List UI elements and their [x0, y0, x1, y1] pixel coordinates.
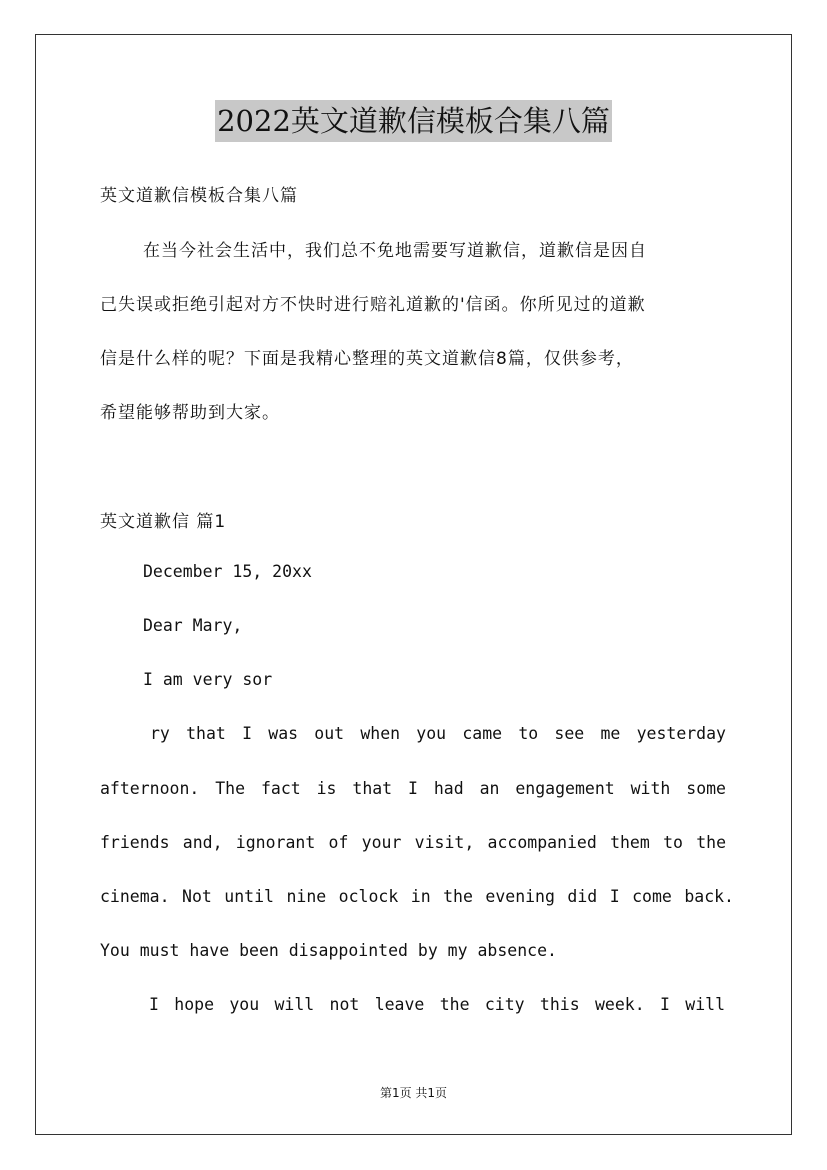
intro-line-2: 己失误或拒绝引起对方不快时进行赔礼道歉的'信函。你所见过的道歉 [100, 295, 646, 315]
letter-salutation: Dear Mary, [143, 616, 243, 635]
document-title: 2022英文道歉信模板合集八篇 [215, 100, 612, 142]
document-subtitle: 英文道歉信模板合集八篇 [100, 186, 298, 206]
letter-body-line-5: You must have been disappointed by my absence. [100, 941, 557, 960]
letter-body-line-6: I hope you will not leave the city this week. I will [149, 995, 725, 1014]
title-container [0, 100, 827, 142]
letter-body-line-3: friends and, ignorant of your visit, accompanied them to the [100, 833, 726, 852]
intro-line-4: 希望能够帮助到大家。 [100, 403, 280, 423]
intro-line-1: 在当今社会生活中，我们总不免地需要写道歉信，道歉信是因自 [143, 241, 647, 261]
letter-body-line-1: ry that I was out when you came to see me yesterday [150, 724, 726, 743]
letter-date: December 15, 20xx [143, 562, 312, 581]
section-heading: 英文道歉信 篇1 [100, 512, 227, 532]
page-footer: 第1页 共1页 [379, 1086, 448, 1100]
letter-body-line-2: afternoon. The fact is that I had an engagement with some [100, 779, 726, 798]
letter-body-line-4: cinema. Not until nine oclock in the evening did I come back. [100, 887, 734, 906]
letter-opening-fragment: I am very sor [143, 670, 273, 689]
intro-line-3: 信是什么样的呢？下面是我精心整理的英文道歉信8篇，仅供参考， [100, 349, 634, 369]
